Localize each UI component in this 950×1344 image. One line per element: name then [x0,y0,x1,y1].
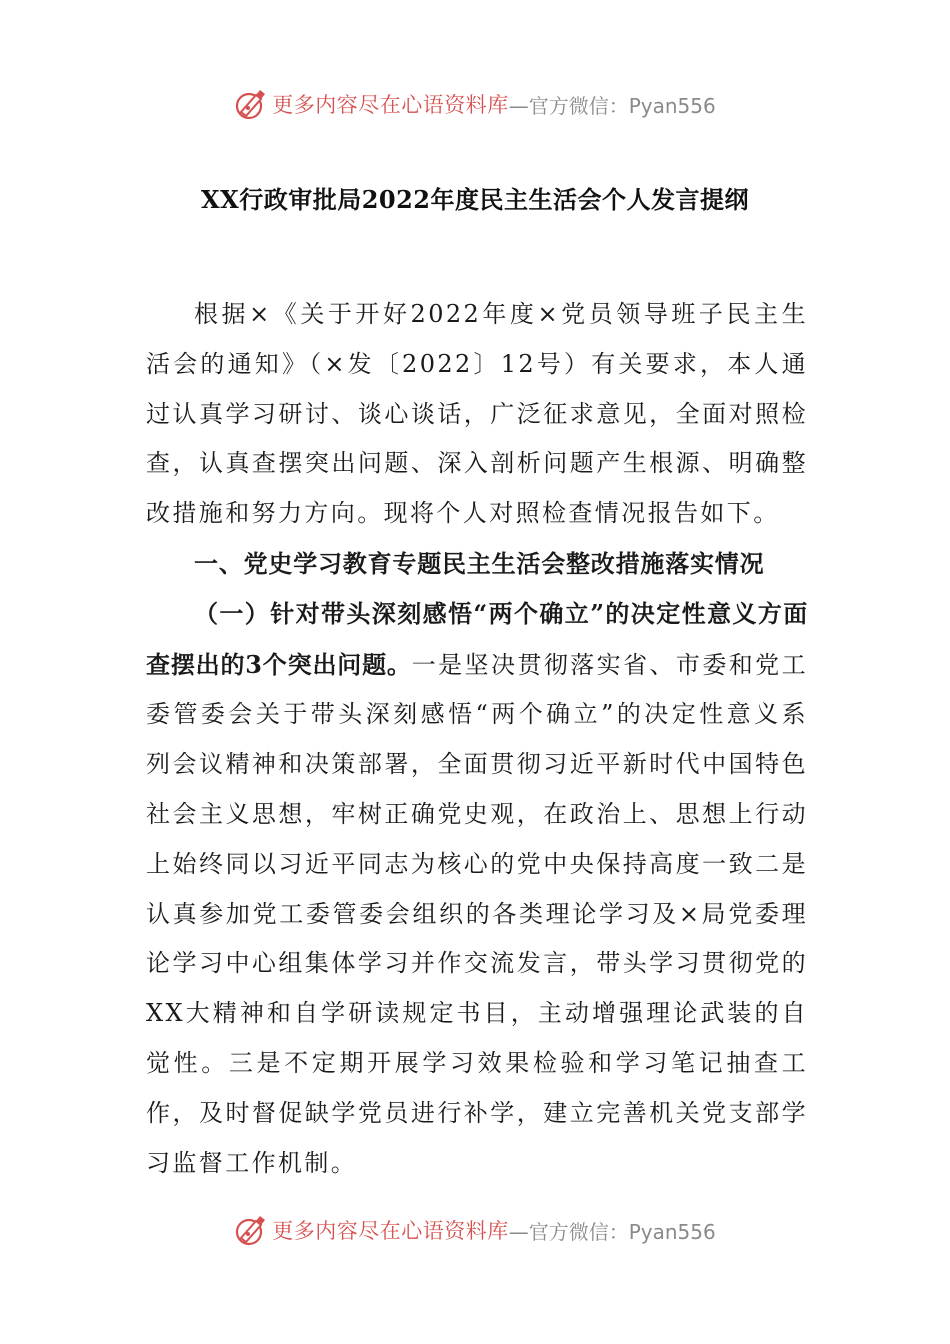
section-heading: 一、党史学习教育专题民主生活会整改措施落实情况 [194,548,765,578]
document-title: XX行政审批局2022年度民主生活会个人发言提纲 [200,185,750,214]
pen-nib-circle-icon [234,87,268,121]
subsection-paragraph [146,589,808,1189]
watermark-banner-top [0,82,950,126]
watermark-contact-text: —官方微信：Pyan556 [508,1219,716,1244]
pen-nib-circle-icon [234,1213,268,1247]
watermark-site-text: 更多内容尽在心语资料库 [272,1219,509,1243]
subsection-heading: （一）针对带头深刻感悟“两个确立”的决定性意义方面查摆出的3个突出问题。 [146,598,808,679]
subsection-body: 一是坚决贯彻落实省、市委和党工委管委会关于带头深刻感悟“两个确立”的决定性意义系列会议精神和决策部署，全面贯彻习近平新时代中国特色社会主义思想，牢树正确党史观，在政治上、思想上行动上始终同以习近平同志为核心的党中央保持高度一致二是认真参加党工委管委会组织的各类理论学习及×局党委理论学习中心组集体学习并作交流发言，带头学习贯彻党的XX大精神和自学研读规定书目，主动增强理论武装的自觉性。三是不定期开展学习效果检验和学习笔记抽查工作，及时督促缺学党员进行补学，建立完善机关党支部学习监督工作机制。 [146,650,808,1177]
watermark-contact-text: —官方微信：Pyan556 [508,93,716,118]
document-body [146,290,808,1188]
watermark-banner-bottom [0,1208,950,1252]
intro-paragraph: 根据×《关于开好2022年度×党员领导班子民主生活会的通知》（×发〔2022〕12号）有关要求，本人通过认真学习研讨、谈心谈话，广泛征求意见，全面对照检查，认真查摆突出问题、深入剖析问题产生根源、明确整改措施和努力方向。现将个人对照检查情况报告如下。 [146,300,808,528]
watermark-site-text: 更多内容尽在心语资料库 [272,93,509,117]
